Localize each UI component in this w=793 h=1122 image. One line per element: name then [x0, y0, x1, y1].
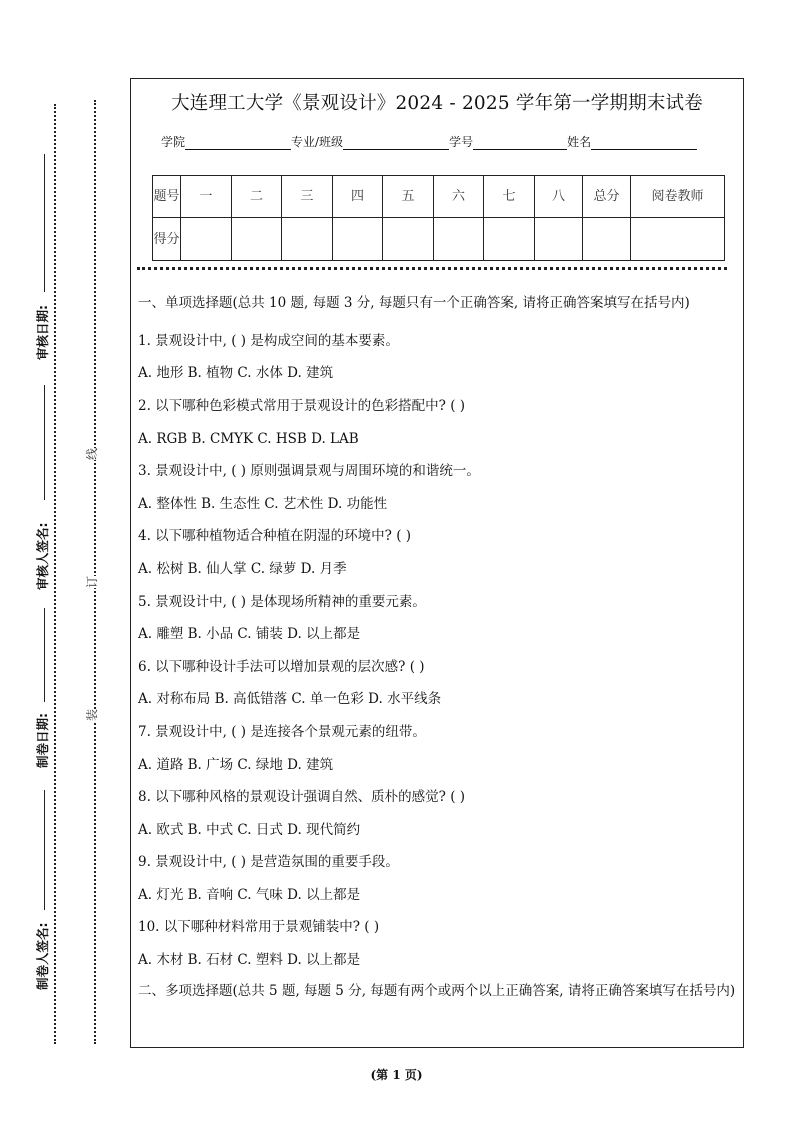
make-signature-label: 制卷人签名: [35, 922, 50, 990]
college-field[interactable] [185, 137, 291, 150]
binding-mark-bind: 装 [85, 708, 100, 722]
name-field[interactable] [591, 137, 697, 150]
make-date-label: 制卷日期: [35, 713, 50, 768]
make-signature-line [44, 790, 45, 910]
exam-frame [130, 78, 744, 1048]
score-cell[interactable] [383, 218, 434, 261]
score-col-8: 八 [535, 176, 583, 218]
score-col-3: 三 [282, 176, 333, 218]
section1-heading: 一、单项选择题(总共 10 题, 每题 3 分, 每题只有一个正确答案, 请将正确答案填写在括号内) [138, 295, 690, 311]
score-col-2: 二 [232, 176, 282, 218]
header-separator [137, 267, 727, 270]
score-cell[interactable] [434, 218, 484, 261]
question-3-options: A. 整体性 B. 生态性 C. 艺术性 D. 功能性 [138, 495, 388, 512]
student-id-field[interactable] [473, 137, 567, 150]
student-id-label: 学号 [449, 135, 474, 149]
question-3: 3. 景观设计中, ( ) 原则强调景观与周围环境的和谐统一。 [138, 463, 480, 480]
question-5-options: A. 雕塑 B. 小品 C. 铺装 D. 以上都是 [138, 626, 361, 643]
score-col-total: 总分 [583, 176, 631, 218]
score-cell[interactable] [181, 218, 232, 261]
score-col-5: 五 [383, 176, 434, 218]
binding-mark-order: 订 [85, 575, 100, 589]
review-date-line [44, 154, 45, 292]
question-10-options: A. 木材 B. 石材 C. 塑料 D. 以上都是 [138, 952, 361, 969]
page-number: (第 1 页) [370, 1068, 423, 1082]
grader-cell[interactable] [631, 218, 725, 261]
question-9: 9. 景观设计中, ( ) 是营造氛围的重要手段。 [138, 854, 399, 871]
student-info-row [161, 133, 697, 150]
score-cell[interactable] [232, 218, 282, 261]
question-6: 6. 以下哪种设计手法可以增加景观的层次感? ( ) [138, 658, 425, 675]
section2-heading: 二、多项选择题(总共 5 题, 每题 5 分, 每题有两个或两个以上正确答案, 请将正确答案填写在括号内) [138, 982, 736, 999]
make-date-line [44, 608, 45, 702]
score-cell[interactable] [583, 218, 631, 261]
major-class-label: 专业/班级 [291, 135, 344, 149]
question-1-options: A. 地形 B. 植物 C. 水体 D. 建筑 [138, 365, 334, 382]
question-2: 2. 以下哪种色彩模式常用于景观设计的色彩搭配中? ( ) [138, 397, 466, 414]
question-number-label: 题号 [153, 176, 181, 218]
question-8-options: A. 欧式 B. 中式 C. 日式 D. 现代简约 [138, 821, 361, 838]
exam-title: 大连理工大学《景观设计》2024 - 2025 学年第一学期期末试卷 [171, 93, 703, 114]
score-table-header-row [153, 176, 725, 218]
question-7: 7. 景观设计中, ( ) 是连接各个景观元素的纽带。 [138, 723, 426, 740]
question-7-options: A. 道路 B. 广场 C. 绿地 D. 建筑 [138, 756, 334, 773]
score-cell[interactable] [282, 218, 333, 261]
question-5: 5. 景观设计中, ( ) 是体现场所精神的重要元素。 [138, 593, 426, 610]
score-col-6: 六 [434, 176, 484, 218]
question-6-options: A. 对称布局 B. 高低错落 C. 单一色彩 D. 水平线条 [138, 691, 442, 708]
major-class-field[interactable] [343, 137, 449, 150]
score-cell[interactable] [535, 218, 583, 261]
question-8: 8. 以下哪种风格的景观设计强调自然、质朴的感觉? ( ) [138, 789, 466, 806]
score-col-4: 四 [333, 176, 383, 218]
question-4-options: A. 松树 B. 仙人掌 C. 绿萝 D. 月季 [138, 560, 347, 577]
college-label: 学院 [161, 135, 186, 149]
review-signature-line [44, 385, 45, 500]
grader-label: 阅卷教师 [631, 176, 725, 218]
binding-mark-line: 线 [85, 447, 100, 461]
score-cell[interactable] [484, 218, 535, 261]
score-col-7: 七 [484, 176, 535, 218]
question-9-options: A. 灯光 B. 音响 C. 气味 D. 以上都是 [138, 886, 361, 903]
margin-dotted-line [54, 104, 56, 1044]
score-table [152, 175, 725, 261]
question-2-options: A. RGB B. CMYK C. HSB D. LAB [138, 430, 359, 447]
name-label: 姓名 [567, 135, 592, 149]
exam-content [138, 293, 739, 1002]
review-date-label: 审核日期: [35, 305, 50, 360]
binding-line [94, 100, 96, 1044]
question-10: 10. 以下哪种材料常用于景观铺装中? ( ) [138, 919, 380, 936]
score-col-1: 一 [181, 176, 232, 218]
question-4: 4. 以下哪种植物适合种植在阴湿的环境中? ( ) [138, 528, 412, 545]
score-label: 得分 [153, 218, 181, 261]
review-signature-label: 审核人签名: [35, 522, 50, 590]
question-1: 1. 景观设计中, ( ) 是构成空间的基本要素。 [138, 332, 399, 349]
score-cell[interactable] [333, 218, 383, 261]
score-table-score-row [153, 218, 725, 261]
